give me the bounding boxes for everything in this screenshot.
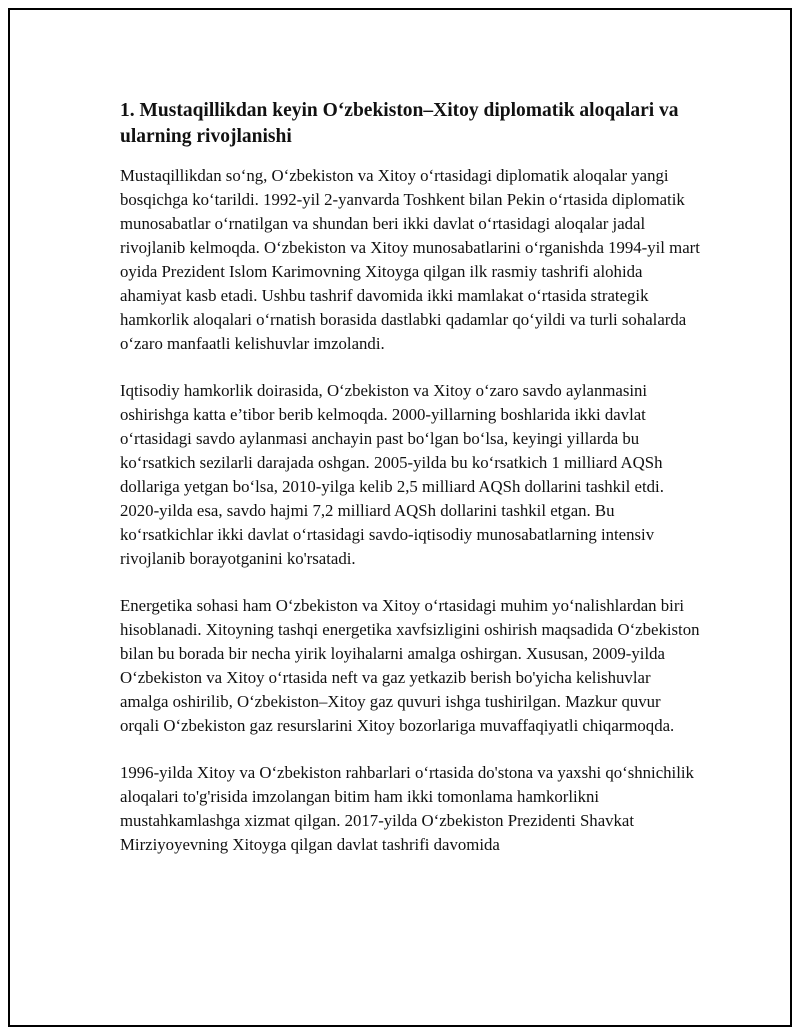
section-heading: 1. Mustaqillikdan keyin O‘zbekiston–Xitoy diplomatik aloqalari va ularning rivojlanishi <box>120 100 679 147</box>
paragraph-energy-cooperation: Energetika sohasi ham O‘zbekiston va Xitoy o‘rtasidagi muhim yo‘nalishlardan biri hisoblanadi. Xitoyning tashqi energetika xavfsizligini oshirish maqsadida O‘zbekiston bilan bu borada bir necha yirik loyihalarni amalga oshirgan. Xususan, 2009-yilda O‘zbekiston va Xitoy o‘rtasida neft va gaz yetkazib berish bo'yicha kelishuvlar amalga oshirilib, O‘zbekiston–Xitoy gaz quvuri ishga tushirilgan. Mazkur quvur orqali O‘zbekiston gaz resurslarini Xitoy bozorlariga muvaffaqiyatli chiqarmoqda. <box>120 596 700 735</box>
paragraph-economic-cooperation: Iqtisodiy hamkorlik doirasida, O‘zbekiston va Xitoy o‘zaro savdo aylanmasini oshirishga katta e’tibor berib kelmoqda. 2000-yillarning boshlarida ikki davlat o‘rtasidagi savdo aylanmasi anchayin past bo‘lgan bo‘lsa, keyingi yillarda bu ko‘rsatkich sezilarli darajada oshgan. 2005-yilda bu ko‘rsatkich 1 milliard AQSh dollariga yetgan bo‘lsa, 2010-yilga kelib 2,5 milliard AQSh dollarini tashkil etdi. 2020-yilda esa, savdo hajmi 7,2 milliard AQSh dollarini tashkil etgan. Bu ko‘rsatkichlar ikki davlat o‘rtasidagi savdo-iqtisodiy munosabatlarning intensiv rivojlanib borayotganini ko'rsatadi. <box>120 381 664 568</box>
document-body <box>120 98 700 880</box>
paragraph-bilateral-agreement: 1996-yilda Xitoy va O‘zbekiston rahbarlari o‘rtasida do'stona va yaxshi qo‘shnichilik aloqalari to'g'risida imzolangan bitim ham ikki tomonlama hamkorlikni mustahkamlashga xizmat qilgan. 2017-yilda O‘zbekiston Prezidenti Shavkat Mirziyoyevning Xitoyga qilgan davlat tashrifi davomida <box>120 763 694 854</box>
paragraph-diplomatic-relations: Mustaqillikdan so‘ng, O‘zbekiston va Xitoy o‘rtasidagi diplomatik aloqalar yangi bosqichga ko‘tarildi. 1992-yil 2-yanvarda Toshkent bilan Pekin o‘rtasida diplomatik munosabatlar o‘rnatilgan va shundan beri ikki davlat o‘rtasidagi aloqalar jadal rivojlanib kelmoqda. O‘zbekiston va Xitoy munosabatlarini o‘rganishda 1994-yil mart oyida Prezident Islom Karimovning Xitoyga qilgan ilk rasmiy tashrifi alohida ahamiyat kasb etadi. Ushbu tashrif davomida ikki mamlakat o‘rtasida strategik hamkorlik aloqalari o‘rnatish borasida dastlabki qadamlar qo‘yildi va turli sohalarda o‘zaro manfaatli kelishuvlar imzolandi. <box>120 166 700 353</box>
document-page <box>8 8 792 1027</box>
